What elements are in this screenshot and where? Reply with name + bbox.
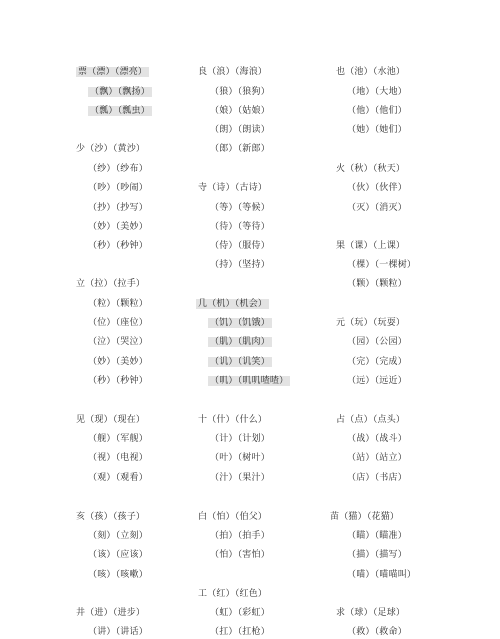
- entry-root: 占（点）: [336, 415, 373, 425]
- entry-root: 少（沙）: [76, 144, 113, 154]
- entry-root: 苗（猫）: [330, 512, 367, 522]
- entry-line: （视）（电视）: [88, 453, 148, 463]
- entry-line: （秒）（秒钟）: [88, 241, 148, 251]
- entry-line: （舰）（军舰）: [88, 434, 148, 444]
- entry-word: （伯父）: [234, 512, 268, 522]
- entry-line: （等）（等候）: [210, 203, 270, 213]
- entry-word: （现在）: [112, 415, 146, 425]
- entry-root: 也（池）: [336, 67, 373, 77]
- entry-root: 亥（孩）: [76, 512, 113, 522]
- entry-line: [88, 86, 152, 99]
- entry-line: （她）（她们）: [347, 125, 407, 135]
- entry-text: （飘）（飘扬）: [90, 87, 150, 97]
- entry-root: 火（秋）: [336, 164, 373, 174]
- entry-word: （古诗）: [234, 183, 268, 193]
- entry-word: （上课）: [372, 241, 406, 251]
- entry-root: 白（怕）: [198, 512, 235, 522]
- entry-word: （点头）: [372, 415, 406, 425]
- entry-line: （纱）（纱布）: [88, 164, 148, 174]
- entry-line: （瞄）（瞄准）: [347, 531, 407, 541]
- entry-head: [336, 240, 405, 253]
- entry-head: [336, 607, 405, 620]
- entry-line: （刻）（立刻）: [88, 531, 148, 541]
- entry-line: （伙）（伙伴）: [347, 183, 407, 193]
- entry-text: （讥）（讥笑）: [210, 357, 270, 367]
- entry-line: [88, 105, 152, 118]
- entry-line: （狼）（狼狗）: [210, 87, 270, 97]
- entry-line: （扛）（扛枪）: [210, 627, 270, 637]
- entry-word: （足球）: [372, 608, 406, 618]
- entry-line: （救）（救命）: [347, 627, 407, 637]
- entry-line: （园）（公园）: [347, 337, 407, 347]
- entry-head: [336, 317, 405, 330]
- entry-word: （海浪）: [234, 67, 268, 77]
- entry-word: （玩耍）: [372, 318, 406, 328]
- entry-root: 寺（诗）: [198, 183, 235, 193]
- entry-line: （郎）（新郎）: [210, 144, 270, 154]
- entry-line: （持）（坚持）: [210, 260, 270, 270]
- entry-line: （朗）（朗读）: [210, 125, 270, 135]
- entry-text: （饥）（饥饿）: [210, 318, 270, 328]
- entry-line: （妙）（美妙）: [88, 222, 148, 232]
- entry-line: （拍）（拍手）: [210, 531, 270, 541]
- entry-word: （进步）: [112, 608, 146, 618]
- entry-line: （怕）（害怕）: [210, 550, 270, 560]
- entry-line: （观）（观看）: [88, 473, 148, 483]
- entry-line: （计）（计划）: [210, 434, 270, 444]
- entry-head: [76, 143, 145, 156]
- entry-head: [198, 414, 267, 427]
- entry-line: （位）（座位）: [88, 318, 148, 328]
- entry-head: [196, 298, 269, 311]
- entry-head: [76, 511, 145, 524]
- entry-line: （棵）（一棵树）: [347, 260, 417, 270]
- entry-line: [208, 356, 272, 369]
- entry-text: （肌）（肌肉）: [210, 337, 270, 347]
- entry-line: （远）（远近）: [347, 376, 407, 386]
- entry-root: 十（什）: [198, 415, 235, 425]
- entry-head: [198, 511, 267, 524]
- entry-word: （孩子）: [112, 512, 146, 522]
- entry-head: [336, 163, 405, 176]
- entry-word: （拉手）: [112, 279, 146, 289]
- entry-head: [336, 66, 405, 79]
- entry-head: [198, 66, 267, 79]
- entry-line: （叶）（树叶）: [210, 453, 270, 463]
- entry-root: 工（红）: [198, 589, 235, 599]
- entry-line: （该）（应该）: [88, 550, 148, 560]
- entry-head: [336, 414, 405, 427]
- entry-word: （红色）: [234, 589, 268, 599]
- entry-text: （瓢）（瓢虫）: [90, 106, 150, 116]
- entry-line: （娘）（姑娘）: [210, 106, 270, 116]
- entry-line: （讲）（讲话）: [88, 627, 148, 637]
- entry-word: （漂亮）: [114, 67, 148, 77]
- entry-root: 元（玩）: [336, 318, 373, 328]
- entry-line: （战）（战斗）: [347, 434, 407, 444]
- entry-line: （侍）（服侍）: [210, 241, 270, 251]
- entry-word: （花猫）: [366, 512, 400, 522]
- entry-head: [76, 278, 145, 291]
- entry-line: （他）（他们）: [347, 106, 407, 116]
- entry-line: （抄）（抄写）: [88, 203, 148, 213]
- entry-line: （店）（书店）: [347, 473, 407, 483]
- entry-root: 良（浪）: [198, 67, 235, 77]
- entry-root: 票（漂）: [78, 67, 115, 77]
- entry-line: （粒）（颗粒）: [88, 299, 148, 309]
- entry-root: 见（现）: [76, 415, 113, 425]
- entry-line: [208, 317, 272, 330]
- entry-line: （妙）（美妙）: [88, 357, 148, 367]
- entry-line: （灭）（消灭）: [347, 203, 407, 213]
- entry-line: （汁）（果汁）: [210, 473, 270, 483]
- entry-line: （站）（站立）: [347, 453, 407, 463]
- entry-root: 求（球）: [336, 608, 373, 618]
- entry-line: [208, 375, 290, 388]
- entry-word: （秋天）: [372, 164, 406, 174]
- entry-word: （水池）: [372, 67, 406, 77]
- entry-root: 井（进）: [76, 608, 113, 618]
- entry-root: 果（课）: [336, 241, 373, 251]
- entry-text: （叽）（叽叽喳喳）: [210, 376, 289, 386]
- entry-line: （泣）（哭泣）: [88, 337, 148, 347]
- entry-head: [76, 66, 149, 79]
- entry-line: （吵）（吵闹）: [88, 183, 148, 193]
- entry-head: [76, 414, 145, 427]
- entry-line: （描）（描写）: [347, 550, 407, 560]
- entry-text: 几（机）（机会）: [198, 299, 268, 309]
- entry-head: [76, 607, 145, 620]
- entry-head: [198, 588, 267, 601]
- entry-word: （什么）: [234, 415, 268, 425]
- entry-line: （地）（大地）: [347, 87, 407, 97]
- entry-line: （待）（等待）: [210, 222, 270, 232]
- entry-root: 立（拉）: [76, 279, 113, 289]
- entry-line: （虹）（彩虹）: [210, 608, 270, 618]
- entry-line: [208, 336, 272, 349]
- entry-head: [198, 182, 267, 195]
- entry-line: （完）（完成）: [347, 357, 407, 367]
- entry-line: （咳）（咳嗽）: [88, 570, 148, 580]
- entry-line: （秒）（秒钟）: [88, 376, 148, 386]
- entry-word: （黄沙）: [112, 144, 146, 154]
- entry-line: （喵）（喵喵叫）: [347, 570, 417, 580]
- entry-line: （颗）（颗粒）: [347, 279, 407, 289]
- entry-head: [330, 511, 399, 524]
